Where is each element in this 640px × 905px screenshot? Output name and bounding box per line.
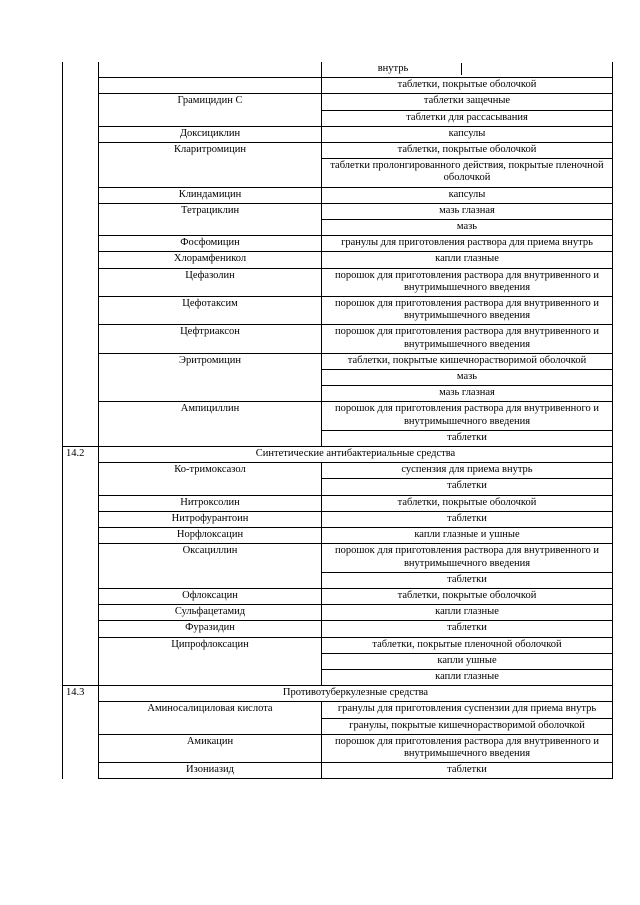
dosage-form-cell xyxy=(322,62,613,78)
section-title: Синтетические антибактериальные средства xyxy=(99,447,613,463)
table-row xyxy=(63,126,613,142)
dosage-form-cell: мазь xyxy=(322,220,613,236)
dosage-form-cell: капли глазные xyxy=(322,252,613,268)
drug-name-cell: Ципрофлоксацин xyxy=(99,637,322,686)
dosage-form-cell: капли глазные xyxy=(322,669,613,685)
drug-name-cell: Ко-тримоксазол xyxy=(99,463,322,495)
section-number-cell xyxy=(63,653,99,669)
section-number-cell xyxy=(63,621,99,637)
section-title: Противотуберкулезные средства xyxy=(99,686,613,702)
section-number-cell xyxy=(63,220,99,236)
table-row xyxy=(63,544,613,572)
section-number-cell xyxy=(63,763,99,779)
section-number-cell xyxy=(63,353,99,369)
dosage-form-cell: таблетки пролонгированного действия, покрытые пленочной оболочкой xyxy=(322,159,613,187)
dosage-form-cell: таблетки xyxy=(322,511,613,527)
dosage-form-cell: таблетки xyxy=(322,572,613,588)
dosage-form-cell: порошок для приготовления раствора для внутривенного и внутримышечного введения xyxy=(322,402,613,430)
section-number: 14.3 xyxy=(63,686,99,702)
table-row xyxy=(63,297,613,325)
table-row xyxy=(63,621,613,637)
drug-name-cell xyxy=(99,78,322,94)
section-number-cell xyxy=(63,479,99,495)
dosage-form-cell: капли ушные xyxy=(322,653,613,669)
drug-name-cell: Клиндамицин xyxy=(99,187,322,203)
dosage-form-cell: таблетки, покрытые оболочкой xyxy=(322,78,613,94)
table-row xyxy=(63,325,613,353)
dosage-form-cell: порошок для приготовления раствора для внутривенного и внутримышечного введения xyxy=(322,297,613,325)
section-number-cell xyxy=(63,94,99,110)
section-number-cell xyxy=(63,110,99,126)
dosage-form-cell: порошок для приготовления раствора для внутривенного и внутримышечного введения xyxy=(322,734,613,762)
section-number-cell xyxy=(63,386,99,402)
drug-name-cell: Доксициклин xyxy=(99,126,322,142)
dosage-form-cell: таблетки, покрытые кишечнорастворимой оболочкой xyxy=(322,353,613,369)
table-row xyxy=(63,511,613,527)
table-row xyxy=(63,588,613,604)
dosage-form-cell: мазь глазная xyxy=(322,203,613,219)
dosage-form-cell: суспензия для приема внутрь xyxy=(322,463,613,479)
section-number-cell xyxy=(63,463,99,479)
table-row xyxy=(63,702,613,718)
drug-name-cell: Нитрофурантоин xyxy=(99,511,322,527)
drug-name-cell: Цефотаксим xyxy=(99,297,322,325)
drug-name-cell: Тетрациклин xyxy=(99,203,322,235)
dosage-form-cell: таблетки xyxy=(322,430,613,446)
table-row xyxy=(63,252,613,268)
dosage-form-cell: таблетки xyxy=(322,479,613,495)
drug-name-cell: Цефазолин xyxy=(99,268,322,296)
section-number-cell xyxy=(63,718,99,734)
table-row xyxy=(63,143,613,159)
section-number-cell xyxy=(63,669,99,685)
table-row xyxy=(63,734,613,762)
dosage-form-cell: порошок для приготовления раствора для внутривенного и внутримышечного введения xyxy=(322,268,613,296)
dosage-form-cell: мазь глазная xyxy=(322,386,613,402)
dosage-form-cell: порошок для приготовления раствора для внутривенного и внутримышечного введения xyxy=(322,325,613,353)
drug-name-cell: Амикацин xyxy=(99,734,322,762)
table-row xyxy=(63,605,613,621)
dosage-form-cell: таблетки защечные xyxy=(322,94,613,110)
table-row xyxy=(63,203,613,219)
table-row xyxy=(63,94,613,110)
table-row xyxy=(63,353,613,369)
section-number-cell xyxy=(63,734,99,762)
drug-name-cell: Офлоксацин xyxy=(99,588,322,604)
dosage-form-cell: таблетки, покрытые оболочкой xyxy=(322,588,613,604)
dosage-form-cell: гранулы для приготовления суспензии для приема внутрь xyxy=(322,702,613,718)
dosage-form-cell: таблетки, покрытые пленочной оболочкой xyxy=(322,637,613,653)
section-number-cell xyxy=(63,252,99,268)
drug-name-cell: Цефтриаксон xyxy=(99,325,322,353)
section-number: 14.2 xyxy=(63,447,99,463)
section-number-cell xyxy=(63,702,99,718)
section-number-cell xyxy=(63,588,99,604)
table-row xyxy=(63,463,613,479)
table-row xyxy=(63,528,613,544)
section-number-cell xyxy=(63,370,99,386)
section-header-row xyxy=(63,447,613,463)
drug-name-cell: Сульфацетамид xyxy=(99,605,322,621)
dosage-form-cell: порошок для приготовления раствора для внутривенного и внутримышечного введения xyxy=(322,544,613,572)
drug-name-cell: Хлорамфеникол xyxy=(99,252,322,268)
section-number-cell xyxy=(63,605,99,621)
drug-name-cell: Оксациллин xyxy=(99,544,322,589)
section-number-cell xyxy=(63,402,99,430)
table-row xyxy=(63,495,613,511)
drug-name-cell: Кларитромицин xyxy=(99,143,322,188)
section-number-cell xyxy=(63,203,99,219)
drug-name-cell: Аминосалициловая кислота xyxy=(99,702,322,734)
section-number-cell xyxy=(63,495,99,511)
dosage-form-cell: капсулы xyxy=(322,187,613,203)
section-number-cell xyxy=(63,572,99,588)
section-number-cell xyxy=(63,544,99,572)
table-row xyxy=(63,187,613,203)
dosage-form-cell: таблетки, покрытые оболочкой xyxy=(322,495,613,511)
drug-name-cell: Фосфомицин xyxy=(99,236,322,252)
drug-forms-table xyxy=(62,62,613,779)
empty-cell xyxy=(462,63,609,75)
dosage-form-cell: мазь xyxy=(322,370,613,386)
document-page xyxy=(62,62,612,779)
section-number-cell xyxy=(63,268,99,296)
dosage-form-cell: капли глазные и ушные xyxy=(322,528,613,544)
table-row xyxy=(63,763,613,779)
section-number-cell xyxy=(63,297,99,325)
dosage-form-text: внутрь xyxy=(325,63,462,75)
section-number-cell xyxy=(63,528,99,544)
section-number-cell xyxy=(63,511,99,527)
split-cell xyxy=(325,63,609,75)
section-number-cell xyxy=(63,62,99,78)
drug-name-cell xyxy=(99,62,322,78)
dosage-form-cell: капли глазные xyxy=(322,605,613,621)
dosage-form-cell: капсулы xyxy=(322,126,613,142)
section-number-cell xyxy=(63,126,99,142)
table-row xyxy=(63,62,613,78)
drug-name-cell: Норфлоксацин xyxy=(99,528,322,544)
table-row xyxy=(63,78,613,94)
section-number-cell xyxy=(63,236,99,252)
section-number-cell xyxy=(63,187,99,203)
dosage-form-cell: таблетки xyxy=(322,763,613,779)
drug-name-cell: Ампициллин xyxy=(99,402,322,447)
drug-name-cell: Грамицидин С xyxy=(99,94,322,126)
section-number-cell xyxy=(63,143,99,159)
dosage-form-cell: гранулы, покрытые кишечнорастворимой оболочкой xyxy=(322,718,613,734)
drug-name-cell: Изониазид xyxy=(99,763,322,779)
section-header-row xyxy=(63,686,613,702)
section-number-cell xyxy=(63,325,99,353)
drug-name-cell: Нитроксолин xyxy=(99,495,322,511)
table-row xyxy=(63,402,613,430)
drug-name-cell: Фуразидин xyxy=(99,621,322,637)
section-number-cell xyxy=(63,430,99,446)
drug-name-cell: Эритромицин xyxy=(99,353,322,402)
table-row xyxy=(63,236,613,252)
dosage-form-cell: гранулы для приготовления раствора для приема внутрь xyxy=(322,236,613,252)
dosage-form-cell: таблетки для рассасывания xyxy=(322,110,613,126)
section-number-cell xyxy=(63,637,99,653)
section-number-cell xyxy=(63,159,99,187)
dosage-form-cell: таблетки, покрытые оболочкой xyxy=(322,143,613,159)
table-row xyxy=(63,268,613,296)
dosage-form-cell: таблетки xyxy=(322,621,613,637)
table-row xyxy=(63,637,613,653)
section-number-cell xyxy=(63,78,99,94)
